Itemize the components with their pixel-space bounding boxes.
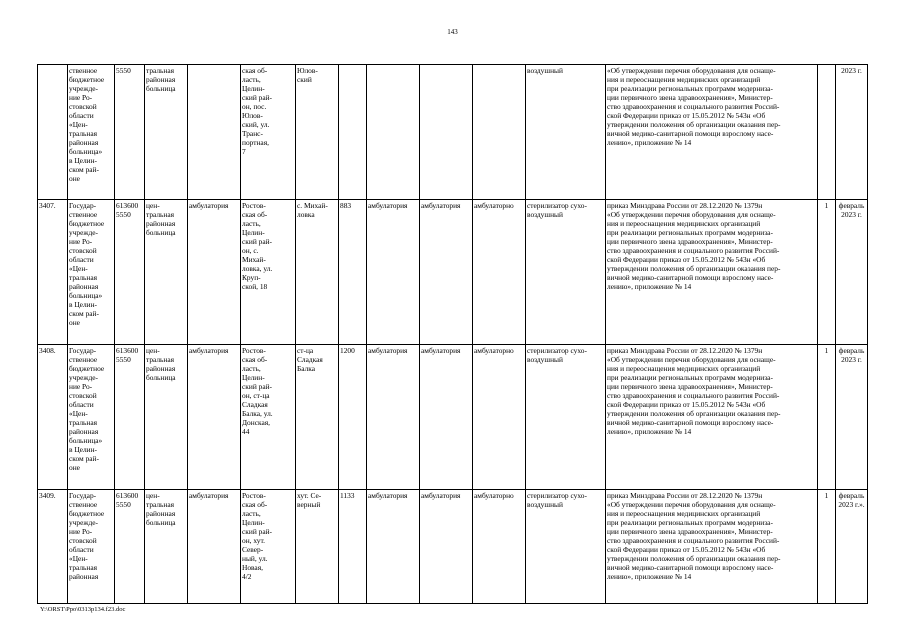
locality-cell: с. Михай- ловка	[296, 200, 339, 345]
quantity-cell: 1	[818, 345, 836, 490]
facility-name-cell: цен- тральная районная больница	[145, 345, 188, 490]
care-condition-cell: амбулаторно	[473, 490, 526, 604]
row-number-cell: 3408.	[38, 345, 68, 490]
population-cell: 1200	[339, 345, 367, 490]
code-cell: 613600 5550	[115, 200, 145, 345]
institution-cell: Государ- ственное бюджетное учрежде- ние Ро- стовской области «Цен- тральная районная больница» в Целин- ском рай- оне	[68, 200, 115, 345]
facility-kind-cell: амбулатория	[367, 490, 420, 604]
facility-type-cell: амбулатория	[188, 345, 241, 490]
equipment-cell: стерилизатор сухо- воздушный	[526, 345, 606, 490]
regulation-cell: приказ Минздрава России от 28.12.2020 № 1379н «Об утверждении перечня оборудования для оснаще- ния и переоснащения медицинских организаций при реализации региональных программ модерниза- ции первичного звена здравоохранения», Министер- ство здравоохранения и социального развития Россий- ской Федерации приказ от 15.05.2012 № 543н «Об утверждении положения об организации оказания пер- вичной медико-санитарной помощи взрослому насе- лению», приложение № 14	[606, 490, 818, 604]
deadline-cell: февраль 2023 г.	[836, 345, 868, 490]
table-row	[38, 345, 868, 490]
deadline-cell: февраль 2023 г.».	[836, 490, 868, 604]
table-row	[38, 65, 868, 200]
table-row	[38, 200, 868, 345]
unit-kind-cell: амбулатория	[420, 200, 473, 345]
population-cell: 883	[339, 200, 367, 345]
locality-cell: хут. Се- верный	[296, 490, 339, 604]
equipment-cell: стерилизатор сухо- воздушный	[526, 490, 606, 604]
population-cell: 1133	[339, 490, 367, 604]
facility-name-cell: тральная районная больница	[145, 65, 188, 200]
file-path-footer: Y:\ORST\Ppo\0313p134.f23.doc	[40, 606, 126, 613]
facility-type-cell	[188, 65, 241, 200]
quantity-cell: 1	[818, 200, 836, 345]
address-cell: Ростов- ская об- ласть, Целин- ский рай- он, хут. Север- ный, ул. Новая, 4/2	[241, 490, 296, 604]
unit-kind-cell: амбулатория	[420, 345, 473, 490]
quantity-cell	[818, 65, 836, 200]
row-number-cell	[38, 65, 68, 200]
row-number-cell: 3407.	[38, 200, 68, 345]
unit-kind-cell	[420, 65, 473, 200]
locality-cell: Юлов- ский	[296, 65, 339, 200]
regulation-cell: приказ Минздрава России от 28.12.2020 № 1379н «Об утверждении перечня оборудования для оснаще- ния и переоснащения медицинских организаций при реализации региональных программ модерниза- ции первичного звена здравоохранения», Министер- ство здравоохранения и социального развития Россий- ской Федерации приказ от 15.05.2012 № 543н «Об утверждении положения об организации оказания пер- вичной медико-санитарной помощи взрослому насе- лению», приложение № 14	[606, 200, 818, 345]
deadline-cell: февраль 2023 г.	[836, 200, 868, 345]
facility-type-cell: амбулатория	[188, 490, 241, 604]
locality-cell: ст-ца Сладкая Балка	[296, 345, 339, 490]
facility-kind-cell: амбулатория	[367, 200, 420, 345]
quantity-cell: 1	[818, 490, 836, 604]
institution-cell: ственное бюджетное учрежде- ние Ро- стовской области «Цен- тральная районная больница» в Целин- ском рай- оне	[68, 65, 115, 200]
regulation-cell: приказ Минздрава России от 28.12.2020 № 1379н «Об утверждении перечня оборудования для оснаще- ния и переоснащения медицинских организаций при реализации региональных программ модерниза- ции первичного звена здравоохранения», Министер- ство здравоохранения и социального развития Россий- ской Федерации приказ от 15.05.2012 № 543н «Об утверждении положения об организации оказания пер- вичной медико-санитарной помощи взрослому насе- лению», приложение № 14	[606, 345, 818, 490]
facility-kind-cell: амбулатория	[367, 345, 420, 490]
facility-name-cell: цен- тральная районная больница	[145, 200, 188, 345]
facility-type-cell: амбулатория	[188, 200, 241, 345]
address-cell: ская об- ласть, Целин- ский рай- он, пос. Юлов- ский, ул. Транс- портная, 7	[241, 65, 296, 200]
care-condition-cell: амбулаторно	[473, 200, 526, 345]
equipment-cell: воздушный	[526, 65, 606, 200]
unit-kind-cell: амбулатория	[420, 490, 473, 604]
address-cell: Ростов- ская об- ласть, Целин- ский рай- он, с. Михай- ловка, ул. Круп- ской, 18	[241, 200, 296, 345]
table-row	[38, 490, 868, 604]
row-number-cell: 3409.	[38, 490, 68, 604]
code-cell: 5550	[115, 65, 145, 200]
page-number: 143	[447, 28, 458, 36]
regulation-cell: «Об утверждении перечня оборудования для оснаще- ния и переоснащения медицинских организаций при реализации региональных программ модерниза- ции первичного звена здравоохранения», Министер- ство здравоохранения и социального развития Россий- ской Федерации приказ от 15.05.2012 № 543н «Об утверждении положения об организации оказания пер- вичной медико-санитарной помощи взрослому насе- лению», приложение № 14	[606, 65, 818, 200]
equipment-table	[37, 64, 868, 604]
population-cell	[339, 65, 367, 200]
institution-cell: Государ- ственное бюджетное учрежде- ние Ро- стовской области «Цен- тральная районная больница» в Целин- ском рай- оне	[68, 345, 115, 490]
code-cell: 613600 5550	[115, 345, 145, 490]
institution-cell: Государ- ственное бюджетное учрежде- ние Ро- стовской области «Цен- тральная районная	[68, 490, 115, 604]
facility-name-cell: цен- тральная районная больница	[145, 490, 188, 604]
equipment-cell: стерилизатор сухо- воздушный	[526, 200, 606, 345]
code-cell: 613600 5550	[115, 490, 145, 604]
deadline-cell: 2023 г.	[836, 65, 868, 200]
address-cell: Ростов- ская об- ласть, Целин- ский рай- он, ст-ца Сладкая Балка, ул. Донская, 44	[241, 345, 296, 490]
care-condition-cell: амбулаторно	[473, 345, 526, 490]
facility-kind-cell	[367, 65, 420, 200]
care-condition-cell	[473, 65, 526, 200]
